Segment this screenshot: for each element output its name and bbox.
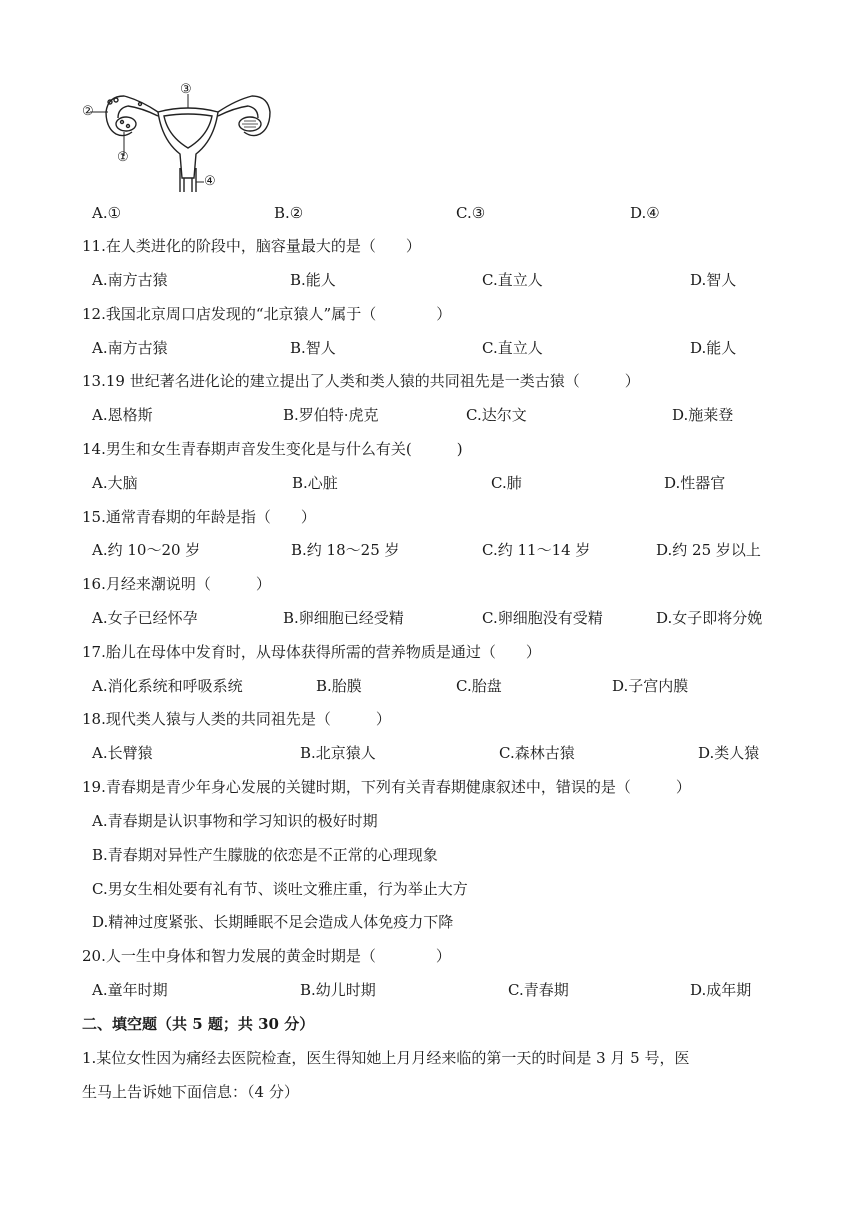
q14-option-b: B.心脏 bbox=[292, 474, 338, 492]
q13-option-a: A.恩格斯 bbox=[92, 406, 153, 424]
q12-stem: 12.我国北京周口店发现的“北京猿人”属于（ ） bbox=[82, 305, 452, 323]
q15-stem: 15.通常青春期的年龄是指（ ） bbox=[82, 508, 316, 526]
q10-option-a: A.① bbox=[92, 204, 122, 222]
q12-option-d: D.能人 bbox=[690, 339, 737, 357]
label-2: ② bbox=[82, 104, 94, 119]
q11-option-c: C.直立人 bbox=[482, 271, 543, 289]
q20-option-d: D.成年期 bbox=[690, 981, 752, 999]
q18-option-a: A.长臂猿 bbox=[92, 744, 153, 762]
q12-option-a: A.南方古猿 bbox=[92, 339, 168, 357]
q16-stem: 16.月经来潮说明（ ） bbox=[82, 575, 271, 593]
reproductive-system-diagram bbox=[80, 82, 280, 194]
q19-stem: 19.青春期是青少年身心发展的关键时期，下列有关青春期健康叙述中，错误的是（ ） bbox=[82, 778, 691, 796]
q11-option-d: D.智人 bbox=[690, 271, 737, 289]
section-2-title: 二、填空题（共 5 题；共 30 分） bbox=[82, 1015, 315, 1033]
q12-option-c: C.直立人 bbox=[482, 339, 543, 357]
fill-q1-line2: 生马上告诉她下面信息：（4 分） bbox=[82, 1083, 299, 1101]
q11-option-b: B.能人 bbox=[290, 271, 336, 289]
q15-option-d: D.约 25 岁以上 bbox=[656, 541, 761, 559]
q13-option-b: B.罗伯特·虎克 bbox=[283, 406, 379, 424]
q14-stem: 14.男生和女生青春期声音发生变化是与什么有关( ) bbox=[82, 440, 463, 458]
q14-option-d: D.性器官 bbox=[664, 474, 726, 492]
q16-option-b: B.卵细胞已经受精 bbox=[283, 609, 404, 627]
q10-option-d: D.④ bbox=[630, 204, 660, 222]
q16-option-a: A.女子已经怀孕 bbox=[92, 609, 198, 627]
q17-option-d: D.子宫内膜 bbox=[612, 677, 689, 695]
q17-stem: 17.胎儿在母体中发育时，从母体获得所需的营养物质是通过（ ） bbox=[82, 643, 541, 661]
q19-option-c: C.男女生相处要有礼有节、谈吐文雅庄重，行为举止大方 bbox=[92, 880, 468, 898]
label-1: ① bbox=[117, 150, 129, 165]
q12-option-b: B.智人 bbox=[290, 339, 336, 357]
q18-stem: 18.现代类人猿与人类的共同祖先是（ ） bbox=[82, 710, 391, 728]
q18-option-c: C.森林古猿 bbox=[499, 744, 575, 762]
q11-option-a: A.南方古猿 bbox=[92, 271, 168, 289]
label-4: ④ bbox=[204, 174, 216, 189]
q20-option-c: C.青春期 bbox=[508, 981, 569, 999]
q15-option-b: B.约 18～25 岁 bbox=[291, 541, 400, 559]
q14-option-c: C.肺 bbox=[491, 474, 522, 492]
q16-option-d: D.女子即将分娩 bbox=[656, 609, 763, 627]
fill-q1-line1: 1.某位女性因为痛经去医院检查，医生得知她上月月经来临的第一天的时间是 3 月 5 号，医 bbox=[82, 1049, 690, 1067]
q17-option-c: C.胎盘 bbox=[456, 677, 502, 695]
q19-option-b: B.青春期对异性产生朦胧的依恋是不正常的心理现象 bbox=[92, 846, 438, 864]
q14-option-a: A.大脑 bbox=[92, 474, 138, 492]
q16-option-c: C.卵细胞没有受精 bbox=[482, 609, 603, 627]
q10-option-b: B.② bbox=[274, 204, 304, 222]
q20-stem: 20.人一生中身体和智力发展的黄金时期是（ ） bbox=[82, 947, 451, 965]
q13-option-d: D.施莱登 bbox=[672, 406, 734, 424]
q13-stem: 13.19 世纪著名进化论的建立提出了人类和类人猿的共同祖先是一类古猿（ ） bbox=[82, 372, 640, 390]
q20-option-a: A.童年时期 bbox=[92, 981, 168, 999]
q15-option-a: A.约 10～20 岁 bbox=[92, 541, 201, 559]
q15-option-c: C.约 11～14 岁 bbox=[482, 541, 591, 559]
q18-option-b: B.北京猿人 bbox=[300, 744, 376, 762]
q17-option-b: B.胎膜 bbox=[316, 677, 362, 695]
q19-option-a: A.青春期是认识事物和学习知识的极好时期 bbox=[92, 812, 378, 830]
q19-option-d: D.精神过度紧张、长期睡眠不足会造成人体免疫力下降 bbox=[92, 913, 454, 931]
label-3: ③ bbox=[180, 82, 192, 97]
q20-option-b: B.幼儿时期 bbox=[300, 981, 376, 999]
q13-option-c: C.达尔文 bbox=[466, 406, 527, 424]
q10-option-c: C.③ bbox=[456, 204, 486, 222]
q18-option-d: D.类人猿 bbox=[698, 744, 760, 762]
q17-option-a: A.消化系统和呼吸系统 bbox=[92, 677, 243, 695]
q11-stem: 11.在人类进化的阶段中，脑容量最大的是（ ） bbox=[82, 237, 421, 255]
